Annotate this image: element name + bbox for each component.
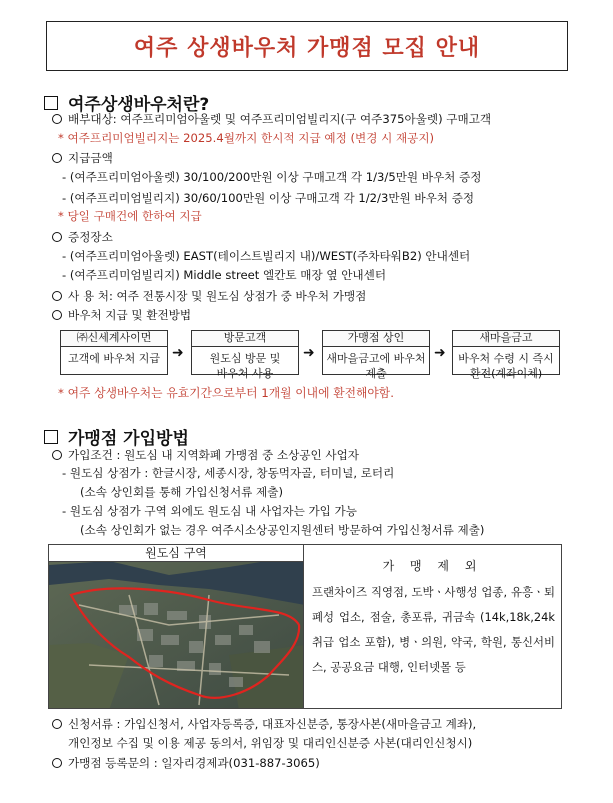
- bullet-item: [52, 111, 491, 127]
- circle-bullet-icon: [52, 450, 62, 460]
- join-sub1-note: (소속 상인회를 통해 가입신청서류 제출): [80, 485, 283, 499]
- flow-step-body: 원도심 방문 및 바우처 사용: [209, 352, 281, 380]
- downtown-map: [48, 544, 304, 709]
- checkbox-square-icon: [44, 96, 58, 110]
- section-heading-join: [44, 424, 189, 449]
- circle-bullet-icon: [52, 310, 62, 320]
- documents: [52, 716, 476, 732]
- circle-bullet-icon: [52, 291, 62, 301]
- flow-step: [322, 330, 430, 380]
- dash-item: - (여주프리미엄빌리지) 30/60/100만원 이상 구매고객 각 1/2/3만원 바우처 증정: [62, 191, 475, 205]
- flow-step-head: 새마을금고: [453, 331, 559, 347]
- circle-bullet-icon: [52, 232, 62, 242]
- bullet-item: [52, 307, 191, 323]
- inquiry: [52, 755, 320, 771]
- flow-step: [60, 330, 168, 375]
- section-heading-text: 여주상생바우처란?: [68, 95, 210, 115]
- documents-text: 신청서류 : 가입신청서, 사업자등록증, 대표자신분증, 통장사본(새마을금고 계좌),: [68, 717, 477, 731]
- join-condition: [52, 447, 359, 463]
- join-sub2: - 원도심 상점가 구역 외에도 원도심 내 사업자는 가입 가능: [62, 504, 357, 518]
- flow-step: [452, 330, 560, 380]
- map-label: 원도심 구역: [49, 545, 303, 562]
- exclusion-panel: [304, 544, 562, 709]
- inquiry-text: 가맹점 등록문의 : 일자리경제과(031-887-3065): [68, 756, 320, 770]
- bullet-item: [52, 288, 366, 304]
- join-sub2-note: (소속 상인회가 없는 경우 여주시소상공인지원센터 방문하여 가입신청서류 제출): [80, 523, 485, 537]
- circle-bullet-icon: [52, 153, 62, 163]
- flow-step: [191, 330, 299, 380]
- satellite-map-image: [49, 545, 304, 709]
- dash-item: - (여주프리미엄아울렛) EAST(테이스트빌리지 내)/WEST(주차타워B2) 안내센터: [62, 249, 471, 263]
- page-title: 여주 상생바우처 가맹점 모집 안내: [133, 35, 481, 61]
- bullet-item: [52, 150, 113, 166]
- arrow-right-icon: ➜: [434, 345, 446, 361]
- flow-step-body: 새마을금고에 바우처 제출: [326, 352, 426, 380]
- arrow-right-icon: ➜: [172, 345, 184, 361]
- flow-note: * 여주 상생바우처는 유효기간으로부터 1개월 이내에 환전해야함.: [58, 386, 394, 400]
- flow-step-head: 가맹점 상인: [323, 331, 429, 347]
- section-heading-text: 가맹점 가입방법: [68, 429, 189, 449]
- join-condition-text: 가입조건 : 원도심 내 지역화폐 가맹점 중 소상공인 사업자: [68, 448, 359, 462]
- bullet-text: 증정장소: [68, 230, 113, 244]
- dash-item: - (여주프리미엄아울렛) 30/100/200만원 이상 구매고객 각 1/3/5만원 바우처 증정: [62, 170, 482, 184]
- circle-bullet-icon: [52, 719, 62, 729]
- flow-step-head: ㈜신세계사이먼: [61, 331, 167, 347]
- bullet-text: 사 용 처: 여주 전통시장 및 원도심 상점가 중 바우처 가맹점: [68, 289, 367, 303]
- bullet-text: 지급금액: [68, 151, 113, 165]
- circle-bullet-icon: [52, 114, 62, 124]
- bullet-text: 바우처 지급 및 환전방법: [68, 308, 192, 322]
- exclusion-text: 프랜차이즈 직영점, 도박ㆍ사행성 업종, 유흥ㆍ퇴폐성 업소, 점술, 총포류, 귀금속 (14k,18k,24k 취급 업소 포함), 병ㆍ의원, 약국, 학원, 통신서비스, 공공요금 대행, 인터넷몰 등: [312, 585, 555, 674]
- flow-step-head: 방문고객: [192, 331, 298, 347]
- bullet-item: [52, 229, 113, 245]
- flow-step-body: 고객에 바우처 지급: [67, 352, 160, 365]
- checkbox-square-icon: [44, 430, 58, 444]
- dash-item: - (여주프리미엄빌리지) Middle street 엘칸토 매장 옆 안내센터: [62, 268, 387, 282]
- documents-cont: 개인정보 수집 및 이용 제공 동의서, 위임장 및 대리인신분증 사본(대리인신청시): [68, 736, 473, 750]
- flow-step-body: 바우처 수령 시 즉시 환전(계좌이체): [458, 352, 554, 380]
- title-box: [46, 21, 568, 71]
- note-item: * 당일 구매건에 한하여 지급: [58, 209, 202, 223]
- circle-bullet-icon: [52, 758, 62, 768]
- note-item: * 여주프리미엄빌리지는 2025.4월까지 한시적 지급 예정 (변경 시 재공지): [58, 131, 435, 145]
- exclusion-title: 가 맹 제 외: [382, 559, 483, 573]
- bullet-text: 배부대상: 여주프리미엄아울렛 및 여주프리미엄빌리지(구 여주375아울렛) 구매고객: [68, 112, 492, 126]
- join-sub1: - 원도심 상점가 : 한글시장, 세종시장, 창동먹자골, 터미널, 로터리: [62, 466, 395, 480]
- arrow-right-icon: ➜: [303, 345, 315, 361]
